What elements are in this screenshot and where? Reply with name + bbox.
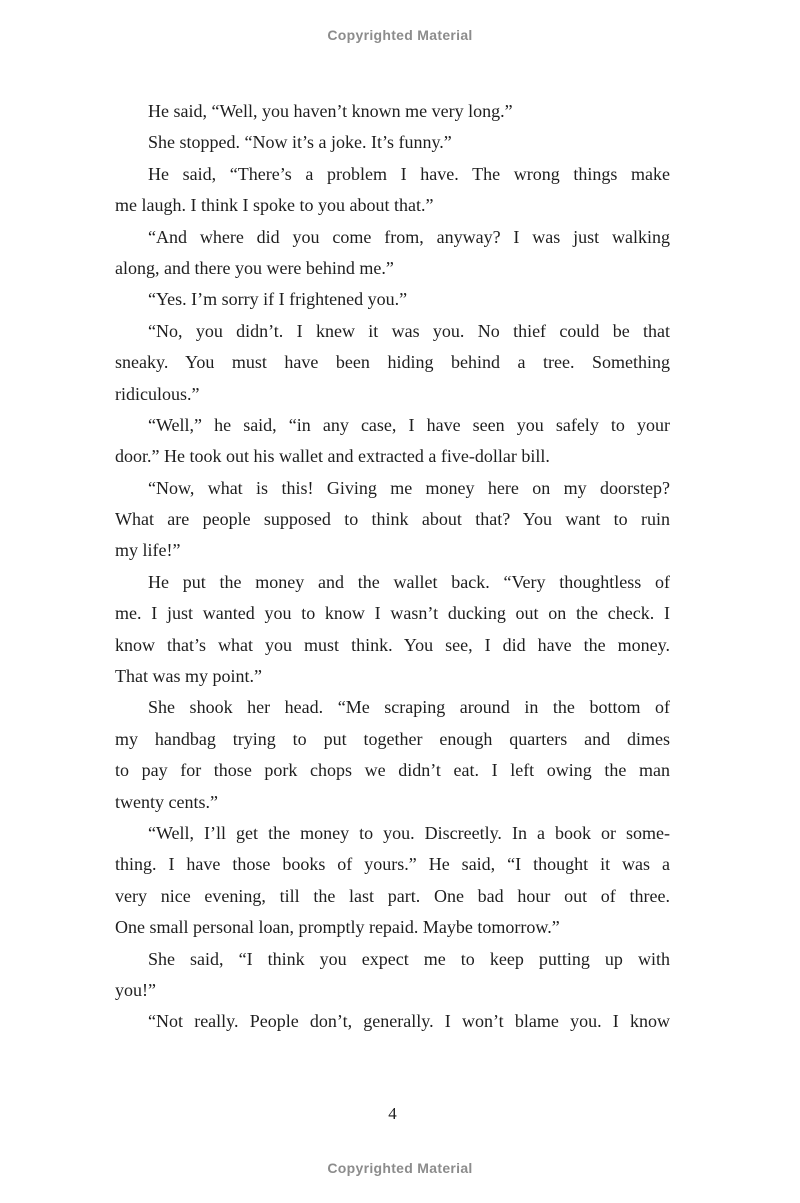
- text-line: sneaky. You must have been hiding behind a tree. Something: [115, 352, 670, 373]
- text-line: you!”: [115, 979, 156, 1000]
- text-line: He said, “There’s a problem I have. The wrong things make: [148, 163, 670, 184]
- text-line: door.” He took out his wallet and extracted a five-dollar bill.: [115, 446, 550, 467]
- text-line: me laugh. I think I spoke to you about that.”: [115, 195, 434, 216]
- copyright-notice-top: Copyrighted Material: [327, 27, 473, 43]
- text-line: know that’s what you must think. You see, I did have the money.: [115, 634, 670, 655]
- text-line: very nice evening, till the last part. One bad hour out of three.: [115, 885, 670, 906]
- text-line: ridiculous.”: [115, 383, 200, 404]
- text-line: along, and there you were behind me.”: [115, 257, 394, 278]
- text-line: That was my point.”: [115, 666, 262, 687]
- text-line: “Well, I’ll get the money to you. Discreetly. In a book or some-: [148, 822, 670, 843]
- page-text: [115, 96, 670, 1038]
- text-line: “Yes. I’m sorry if I frightened you.”: [148, 289, 408, 310]
- text-line: me. I just wanted you to know I wasn’t ducking out on the check. I: [115, 603, 670, 624]
- text-line: She said, “I think you expect me to keep putting up with: [148, 948, 670, 969]
- text-line: “Not really. People don’t, generally. I won’t blame you. I know: [148, 1011, 670, 1032]
- text-line: “Well,” he said, “in any case, I have seen you safely to your: [148, 414, 670, 435]
- copyright-notice-bottom: Copyrighted Material: [327, 1160, 473, 1176]
- text-line: thing. I have those books of yours.” He said, “I thought it was a: [115, 854, 670, 875]
- page-number: 4: [388, 1104, 397, 1123]
- text-line: What are people supposed to think about that? You want to ruin: [115, 509, 670, 530]
- text-line: “No, you didn’t. I knew it was you. No thief could be that: [148, 320, 670, 341]
- text-line: to pay for those pork chops we didn’t eat. I left owing the man: [115, 760, 670, 781]
- text-line: One small personal loan, promptly repaid. Maybe tomorrow.”: [115, 917, 560, 938]
- text-line: “And where did you come from, anyway? I was just walking: [148, 226, 670, 247]
- text-line: He said, “Well, you haven’t known me very long.”: [148, 101, 513, 121]
- text-line: She shook her head. “Me scraping around in the bottom of: [148, 697, 670, 718]
- text-line: twenty cents.”: [115, 791, 218, 812]
- text-line: my life!”: [115, 540, 181, 561]
- text-line: She stopped. “Now it’s a joke. It’s funny.”: [148, 132, 452, 153]
- text-line: “Now, what is this! Giving me money here on my doorstep?: [148, 477, 670, 498]
- text-line: my handbag trying to put together enough quarters and dimes: [115, 728, 670, 749]
- text-line: He put the money and the wallet back. “Very thoughtless of: [148, 571, 670, 592]
